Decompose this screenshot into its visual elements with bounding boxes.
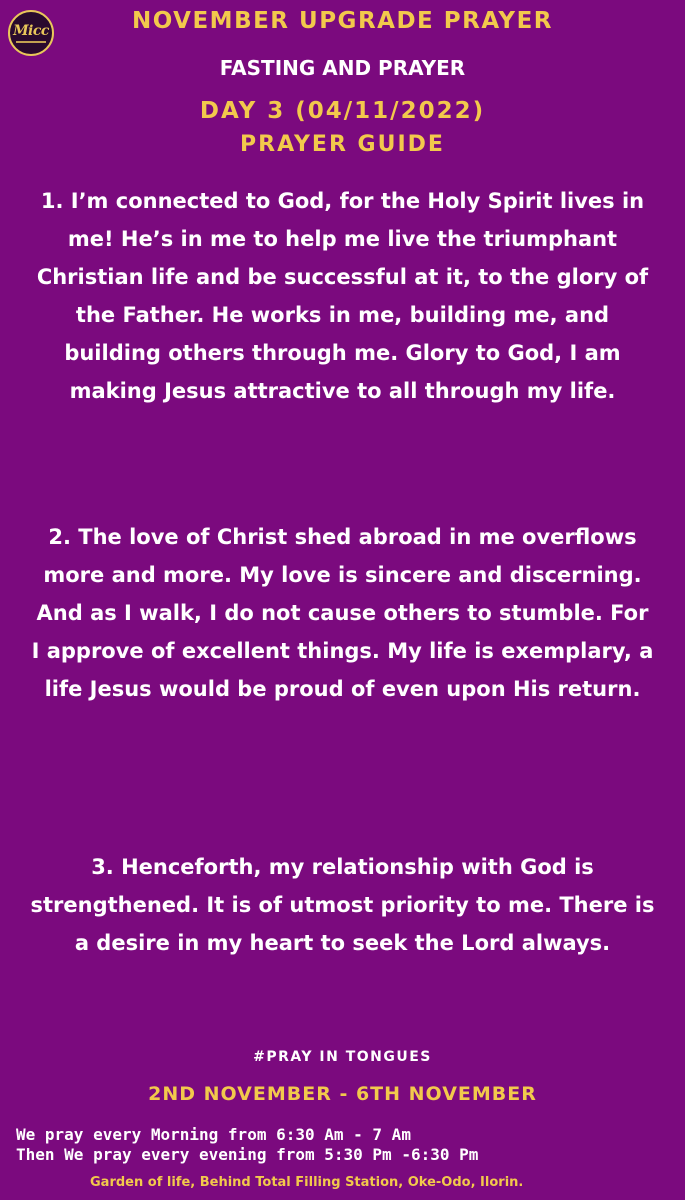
page-subtitle: FASTING AND PRAYER — [219, 56, 466, 80]
venue-address: Garden of life, Behind Total Filling Station, Oke-Odo, Ilorin. — [90, 1175, 524, 1190]
logo-underline — [16, 41, 46, 43]
date-range: 2ND NOVEMBER - 6TH NOVEMBER — [148, 1083, 537, 1105]
prayer-guide-heading: PRAYER GUIDE — [240, 132, 445, 157]
prayer-point-3: 3. Henceforth, my relationship with God is strengthened. It is of utmost priority to me. There is a desire in my heart to seek the Lord always. — [30, 855, 655, 955]
page-title: NOVEMBER UPGRADE PRAYER — [131, 8, 554, 34]
day-label: DAY 3 (04/11/2022) — [199, 98, 486, 124]
morning-schedule: We pray every Morning from 6:30 Am - 7 Am — [16, 1125, 411, 1144]
prayer-point-1: 1. I’m connected to God, for the Holy Spirit lives in me! He’s in me to help me live the triumphant Christian life and be successful at it, to the glory of the Father. He works in me, building me, and building others through me. Glory to God, I am making Jesus attractive to all through my life. — [36, 189, 649, 403]
evening-schedule: Then We pray every evening from 5:30 Pm -6:30 Pm — [16, 1145, 479, 1164]
prayer-point-2: 2. The love of Christ shed abroad in me overflows more and more. My love is sincere and discerning. And as I walk, I do not cause others to stumble. For I approve of excellent things. My life is exemplary, a life Jesus would be proud of even upon His return. — [31, 525, 654, 701]
hashtag: #PRAY IN TONGUES — [253, 1049, 432, 1065]
logo-text: Micc — [13, 22, 49, 39]
